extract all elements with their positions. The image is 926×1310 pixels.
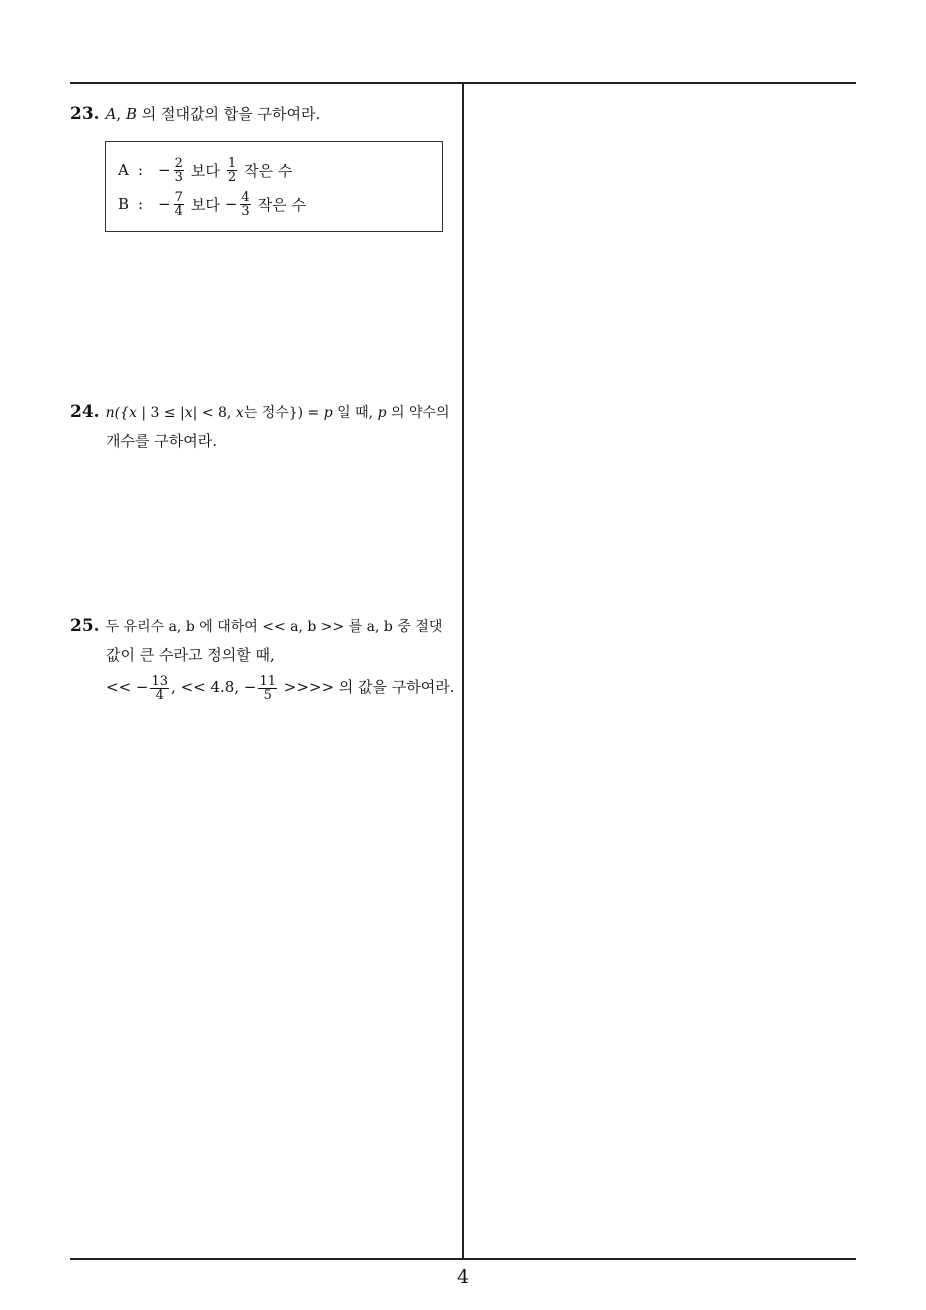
- page-number: 4: [456, 1266, 470, 1288]
- condition-b: B : − $\frac{7}{4}$ 보다 − $\frac{4}{3}$ 작은 수: [118, 189, 306, 219]
- problem-23: 23. A, B 의 절대값의 합을 구하여라.: [70, 104, 321, 124]
- condition-box: [105, 141, 443, 232]
- fraction: $\frac{13}{4}$: [151, 673, 169, 703]
- fraction: $\frac{4}{3}$: [241, 189, 250, 219]
- bottom-rule: [70, 1258, 856, 1260]
- fraction: $\frac{11}{5}$: [259, 673, 276, 703]
- problem-text: 개수를 구하여라.: [106, 432, 217, 450]
- problem-25: [70, 612, 460, 702]
- fraction: $\frac{7}{4}$: [174, 189, 183, 219]
- problem-text: 의 절대값의 합을 구하여라.: [137, 105, 321, 123]
- problem-text: 두 유리수 a, b 에 대하여 << a, b >> 를 a, b 중 절댓: [105, 619, 443, 635]
- problem-number: 23.: [70, 104, 100, 124]
- column-divider: [462, 82, 464, 1259]
- problem-number: 24.: [70, 402, 100, 422]
- problem-expression: << − $\frac{13}{4}$ , << 4.8, − $\frac{11}{5}$ >>>> 의 값을 구하여라.: [106, 673, 455, 703]
- problem-text: 값이 큰 수라고 정의할 때,: [106, 646, 275, 664]
- fraction: $\frac{1}{2}$: [227, 155, 237, 185]
- condition-a: A : − $\frac{2}{3}$ 보다 $\frac{1}{2}$ 작은 수: [118, 155, 293, 185]
- problem-24: 24. n({x | 3 ≤ |x| < 8, x는 정수}) = p 일 때, p 의 약수의 개수를 구하여라.: [70, 398, 460, 455]
- fraction: $\frac{2}{3}$: [174, 155, 183, 185]
- problem-number: 25.: [70, 616, 100, 636]
